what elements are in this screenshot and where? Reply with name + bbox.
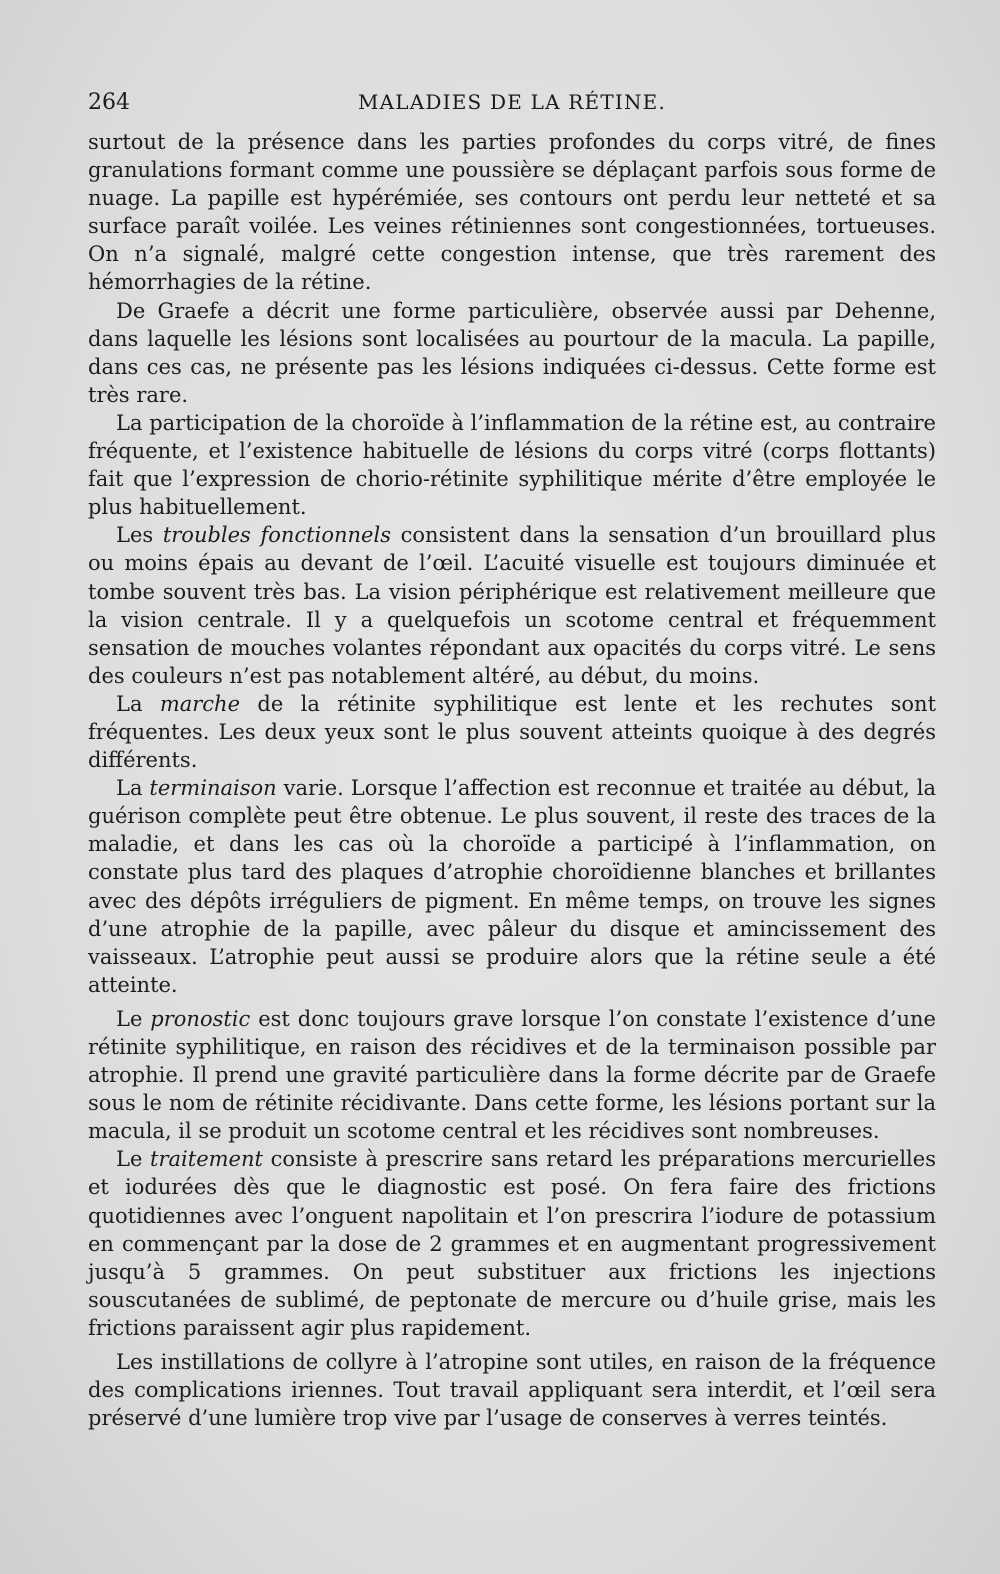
paragraph-rest: de la rétinite syphilitique est lente et les rechutes sont fréquentes. Les deux yeux sont le plus souvent atteints quoique à des degrés différents. <box>88 691 937 773</box>
running-title: MALADIES DE LA RÉTINE. <box>357 90 667 114</box>
paragraph-rest: est donc toujours grave lorsque l’on constate l’existence d’une rétinite syphilitique, en raison des récidives et de la terminaison possible par atrophie. Il prend une gravité particulière dans la forme décrite par de Graefe sous le nom de rétinite récidivante. Dans cette forme, les lésions portant sur la macula, il se produit un scotome central et les récidives sont nombreuses. <box>88 1006 936 1144</box>
paragraph-lead: La <box>116 776 150 801</box>
paragraph-de-graefe: De Graefe a décrit une forme particulière, observée aussi par Dehenne, dans laquelle les lésions sont localisées au pourtour de la macula. La papille, dans ces cas, ne présente pas les lésions indiquées ci-dessus. Cette forme est très rare. <box>88 298 936 407</box>
italic-term: pronostic <box>150 1006 251 1031</box>
paragraph-lead: La <box>116 691 160 716</box>
italic-term: troubles fonctionnels <box>162 523 391 548</box>
paragraph-rest: varie. Lorsque l’affection est reconnue et traitée au début, la guérison complète peut être obtenue. Le plus souvent, il reste des traces de la maladie, et dans les cas où la choroïde a participé à l’inflammation, on constate plus tard des plaques d’atrophie choroïdienne blanches et brillantes avec des dépôts irréguliers de pigment. En même temps, on trouve les signes d’une atrophie de la papille, avec pâleur du disque et amincissement des vaisseaux. L’atrophie peut aussi se produire alors que la rétine seule a été atteinte. <box>88 776 937 997</box>
paragraph-choroide: La participation de la choroïde à l’inflammation de la rétine est, au contraire fréquente, et l’existence habituelle de lésions du corps vitré (corps flottants) fait que l’expression de chorio-rétinite syphilitique mérite d’être employée le plus habituellement. <box>88 410 936 520</box>
paragraph-rest: consiste à prescrire sans retard les préparations mercurielles et iodurées dès que le diagnostic est posé. On fera faire des frictions quotidiennes avec l’onguent napolitain et l’on prescrira l’iodure de potassium en commençant par la dose de 2 grammes et en augmentant progressivement jusqu’à 5 grammes. On peut substituer aux frictions les injections souscutanées de sublimé, de peptonate de mercure ou d’huile grise, mais les frictions paraissent agir plus rapidement. <box>88 1147 936 1340</box>
paragraph-lead: Le <box>116 1147 151 1172</box>
italic-term: terminaison <box>149 776 277 801</box>
italic-term: traitement <box>150 1147 263 1172</box>
paragraph-lead: Les <box>116 523 163 548</box>
paragraph-continuation: surtout de la présence dans les parties profondes du corps vitré, de fines granulations formant comme une poussière se déplaçant parfois sous forme de nuage. La papille est hypérémiée, ses contours ont perdu leur netteté et sa surface paraît voilée. Les veines rétiniennes sont congestionnées, tortueuses. On n’a signalé, malgré cette congestion intense, que très rarement des hémorrhagies de la rétine. <box>88 130 936 295</box>
body-text <box>88 128 936 1432</box>
paragraph-troubles-fonctionnels <box>88 521 936 690</box>
paragraph-pronostic <box>88 1005 936 1145</box>
paragraph-lead: Le <box>116 1006 151 1031</box>
paragraph-rest: consistent dans la sensation d’un brouillard plus ou moins épais au devant de l’œil. L’acuité visuelle est toujours diminuée et tombe souvent très bas. La vision périphérique est relativement meilleure que la vision centrale. Il y a quelquefois un scotome central et fréquemment sensation de mouches volantes répondant aux opacités du corps vitré. Le sens des couleurs n’est pas notablement altéré, au début, du moins. <box>88 523 936 688</box>
paragraph-instillations: Les instillations de collyre à l’atropine sont utiles, en raison de la fréquence des complications iriennes. Tout travail appliquant sera interdit, et l’œil sera préservé d’une lumière trop vive par l’usage de conserves à verres teintés. <box>88 1350 936 1431</box>
italic-term: marche <box>159 691 241 716</box>
paragraph-terminaison <box>88 774 936 999</box>
paragraph-traitement <box>88 1145 936 1342</box>
page-number: 264 <box>88 90 130 115</box>
paragraph-marche <box>88 690 936 774</box>
running-head <box>88 90 936 124</box>
